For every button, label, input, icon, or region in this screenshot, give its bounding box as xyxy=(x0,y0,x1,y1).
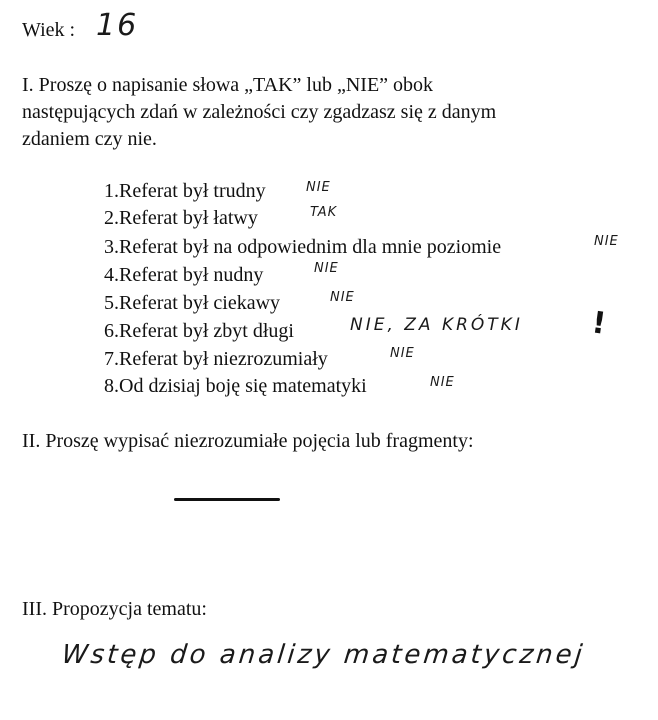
section1-heading-line1: I. Proszę o napisanie słowa „TAK” lub „NIE” obok xyxy=(22,74,434,96)
exclamation-mark-handwritten: ! xyxy=(589,305,609,342)
question-6: 6.Referat był zbyt długi xyxy=(104,320,294,342)
section1-heading-line3: zdaniem czy nie. xyxy=(22,128,157,150)
age-label: Wiek : xyxy=(22,19,76,41)
handwritten-dash-line xyxy=(174,498,280,501)
answer-8-handwritten: NIE xyxy=(430,375,455,390)
answer-4-handwritten: NIE xyxy=(314,261,339,276)
answer-3-handwritten: NIE xyxy=(594,234,619,249)
question-8: 8.Od dzisiaj boję się matematyki xyxy=(104,375,367,397)
question-7: 7.Referat był niezrozumiały xyxy=(104,348,328,370)
section3-heading: III. Propozycja tematu: xyxy=(22,598,207,620)
answer-1-handwritten: NIE xyxy=(306,180,331,195)
question-4: 4.Referat był nudny xyxy=(104,264,264,286)
age-value-handwritten: 16 xyxy=(96,8,139,43)
question-5: 5.Referat był ciekawy xyxy=(104,292,281,314)
section2-heading: II. Proszę wypisać niezrozumiałe pojęcia lub fragmenty: xyxy=(22,430,474,452)
answer-7-handwritten: NIE xyxy=(390,346,415,361)
topic-proposal-handwritten: Wstęp do analizy matematycznej xyxy=(60,640,587,670)
question-2: 2.Referat był łatwy xyxy=(104,207,258,229)
answer-5-handwritten: NIE xyxy=(330,290,355,305)
question-3: 3.Referat był na odpowiednim dla mnie poziomie xyxy=(104,236,502,258)
section1-heading-line2: następujących zdań w zależności czy zgadzasz się z danym xyxy=(22,101,497,123)
answer-2-handwritten: TAK xyxy=(310,205,338,220)
question-1: 1.Referat był trudny xyxy=(104,180,266,202)
answer-6-handwritten: NIE, ZA KRÓTKI xyxy=(350,315,523,335)
